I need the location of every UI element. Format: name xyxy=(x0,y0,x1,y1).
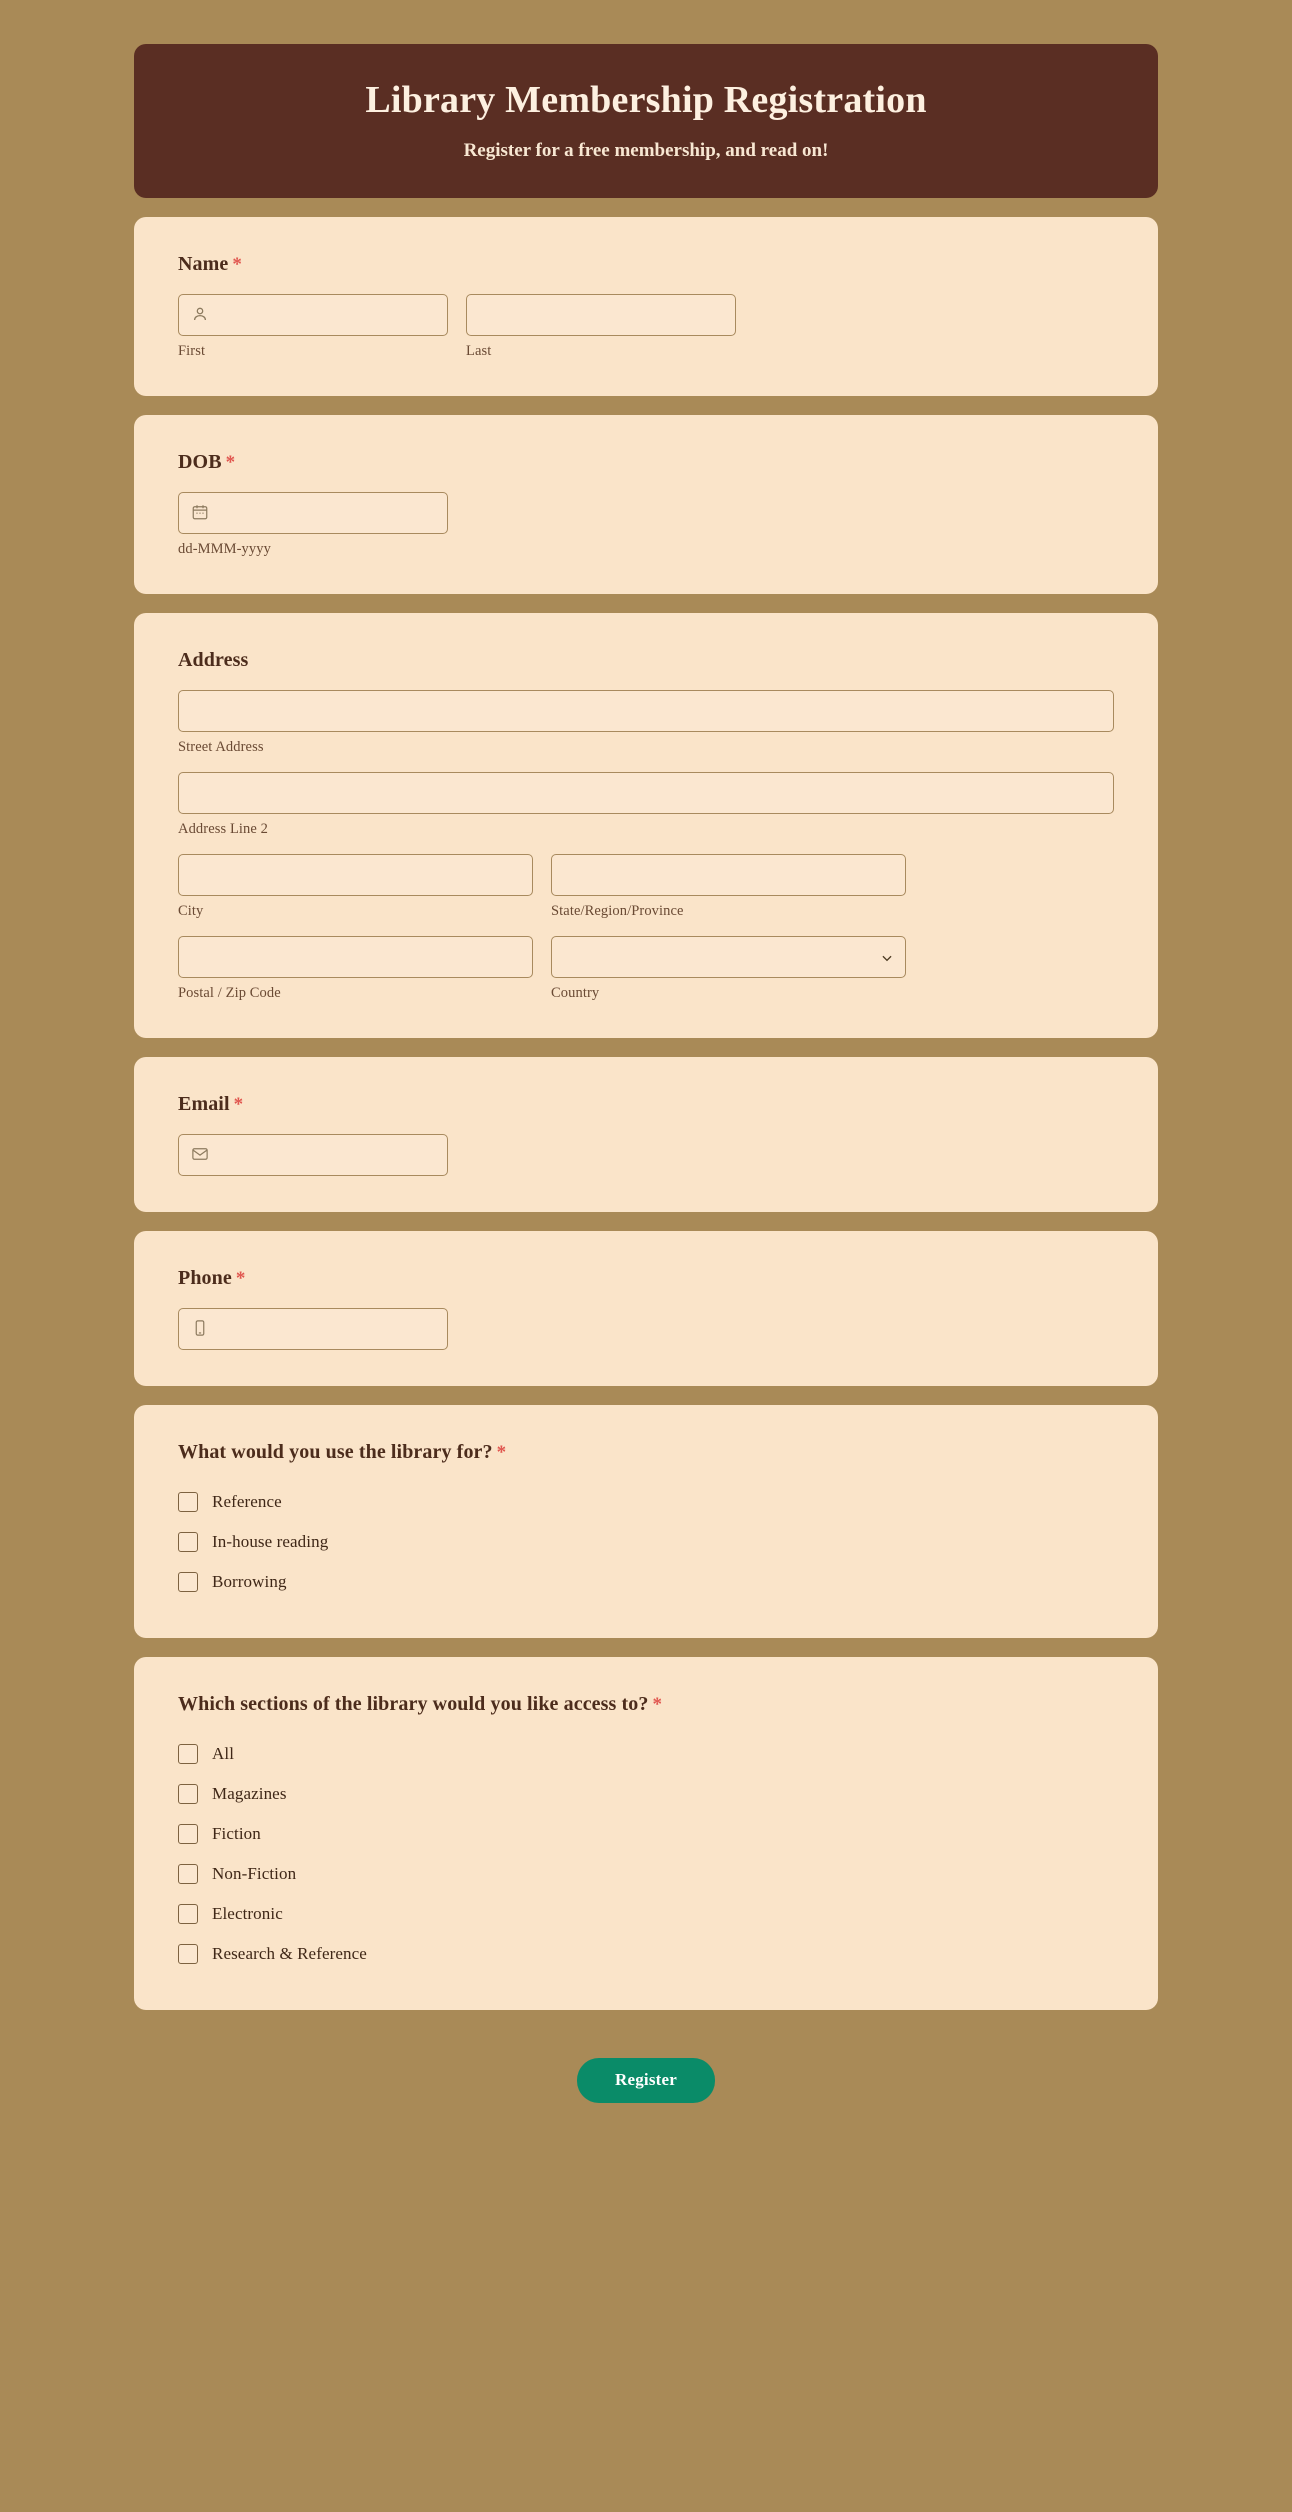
sections-option-label: Fiction xyxy=(212,1823,261,1843)
last-name-field xyxy=(466,294,736,336)
usage-option-in-house-reading[interactable] xyxy=(178,1522,1114,1562)
postal-code-input[interactable] xyxy=(178,936,533,978)
name-label-text: Name xyxy=(178,252,229,275)
street-address-input[interactable] xyxy=(178,690,1114,732)
state-field xyxy=(551,854,906,896)
last-name-group xyxy=(466,294,736,360)
sections-option-all[interactable] xyxy=(178,1734,1114,1774)
checkbox-icon[interactable] xyxy=(178,1744,198,1764)
usage-required-marker: * xyxy=(496,1441,507,1463)
sections-option-magazines[interactable] xyxy=(178,1774,1114,1814)
sections-option-label: Research & Reference xyxy=(212,1943,367,1963)
city-sublabel: City xyxy=(178,902,204,919)
postal-field xyxy=(178,936,533,978)
country-select[interactable] xyxy=(551,936,906,978)
dob-group xyxy=(178,492,448,558)
checkbox-icon[interactable] xyxy=(178,1904,198,1924)
first-name-group xyxy=(178,294,448,360)
dob-required-marker: * xyxy=(225,451,236,473)
last-name-sublabel: Last xyxy=(466,342,492,359)
usage-option-label: Reference xyxy=(212,1491,282,1511)
usage-option-reference[interactable] xyxy=(178,1482,1114,1522)
postal-sublabel: Postal / Zip Code xyxy=(178,984,281,1001)
email-label-text: Email xyxy=(178,1092,230,1115)
phone-required-marker: * xyxy=(235,1267,246,1289)
sections-option-fiction[interactable] xyxy=(178,1814,1114,1854)
email-label xyxy=(178,1093,1114,1116)
phone-input[interactable] xyxy=(178,1308,448,1350)
email-field xyxy=(178,1134,448,1176)
address-line2-input[interactable] xyxy=(178,772,1114,814)
checkbox-icon[interactable] xyxy=(178,1532,198,1552)
phone-group xyxy=(178,1308,448,1350)
checkbox-icon[interactable] xyxy=(178,1572,198,1592)
postal-group xyxy=(178,936,533,1002)
name-label xyxy=(178,253,1114,276)
checkbox-icon[interactable] xyxy=(178,1784,198,1804)
submit-row xyxy=(134,2058,1158,2103)
dob-label xyxy=(178,451,1114,474)
checkbox-icon[interactable] xyxy=(178,1864,198,1884)
usage-label-text: What would you use the library for? xyxy=(178,1440,493,1463)
sections-option-label: Electronic xyxy=(212,1903,283,1923)
address-card xyxy=(134,613,1158,1038)
address-label: Address xyxy=(178,648,249,671)
street-address-group xyxy=(178,690,1114,756)
country-field xyxy=(551,936,906,978)
sections-option-electronic[interactable] xyxy=(178,1894,1114,1934)
city-field xyxy=(178,854,533,896)
dob-sublabel: dd-MMM-yyyy xyxy=(178,540,271,557)
name-row xyxy=(178,294,1114,360)
phone-field xyxy=(178,1308,448,1350)
address-line2-group xyxy=(178,772,1114,838)
country-sublabel: Country xyxy=(551,984,600,1001)
sections-option-label: Non-Fiction xyxy=(212,1863,297,1883)
dob-card xyxy=(134,415,1158,594)
phone-label-text: Phone xyxy=(178,1266,232,1289)
sections-label xyxy=(178,1693,1114,1716)
address-line2-sublabel: Address Line 2 xyxy=(178,820,268,837)
sections-card xyxy=(134,1657,1158,2010)
last-name-input[interactable] xyxy=(466,294,736,336)
first-name-sublabel: First xyxy=(178,342,206,359)
city-input[interactable] xyxy=(178,854,533,896)
sections-option-non-fiction[interactable] xyxy=(178,1854,1114,1894)
usage-option-label: Borrowing xyxy=(212,1571,287,1591)
first-name-field xyxy=(178,294,448,336)
sections-label-text: Which sections of the library would you like access to? xyxy=(178,1692,649,1715)
usage-card xyxy=(134,1405,1158,1638)
email-card xyxy=(134,1057,1158,1212)
city-state-row xyxy=(178,854,1114,920)
checkbox-icon[interactable] xyxy=(178,1944,198,1964)
checkbox-icon[interactable] xyxy=(178,1824,198,1844)
page-title: Library Membership Registration xyxy=(365,79,927,121)
email-required-marker: * xyxy=(233,1093,244,1115)
usage-option-label: In-house reading xyxy=(212,1531,329,1551)
city-group xyxy=(178,854,533,920)
form-header xyxy=(134,44,1158,198)
checkbox-icon[interactable] xyxy=(178,1492,198,1512)
registration-form xyxy=(134,44,1158,2103)
postal-country-row xyxy=(178,936,1114,1002)
dob-input[interactable] xyxy=(178,492,448,534)
phone-label xyxy=(178,1267,1114,1290)
sections-option-label: Magazines xyxy=(212,1783,287,1803)
state-group xyxy=(551,854,906,920)
usage-option-borrowing[interactable] xyxy=(178,1562,1114,1602)
email-input[interactable] xyxy=(178,1134,448,1176)
phone-card xyxy=(134,1231,1158,1386)
register-button[interactable]: Register xyxy=(577,2058,715,2103)
sections-option-list xyxy=(178,1734,1114,1974)
email-group xyxy=(178,1134,448,1176)
state-input[interactable] xyxy=(551,854,906,896)
dob-field xyxy=(178,492,448,534)
sections-option-research-reference[interactable] xyxy=(178,1934,1114,1974)
street-address-sublabel: Street Address xyxy=(178,738,264,755)
sections-required-marker: * xyxy=(652,1693,663,1715)
country-group xyxy=(551,936,906,1002)
usage-option-list xyxy=(178,1482,1114,1602)
first-name-input[interactable] xyxy=(178,294,448,336)
name-required-marker: * xyxy=(232,253,242,275)
address-line2-field xyxy=(178,772,1114,814)
street-address-field xyxy=(178,690,1114,732)
usage-label xyxy=(178,1441,1114,1464)
dob-label-text: DOB xyxy=(178,450,222,473)
name-card xyxy=(134,217,1158,396)
sections-option-label: All xyxy=(212,1743,235,1763)
state-sublabel: State/Region/Province xyxy=(551,902,684,919)
page-subtitle: Register for a free membership, and read on! xyxy=(463,139,829,161)
